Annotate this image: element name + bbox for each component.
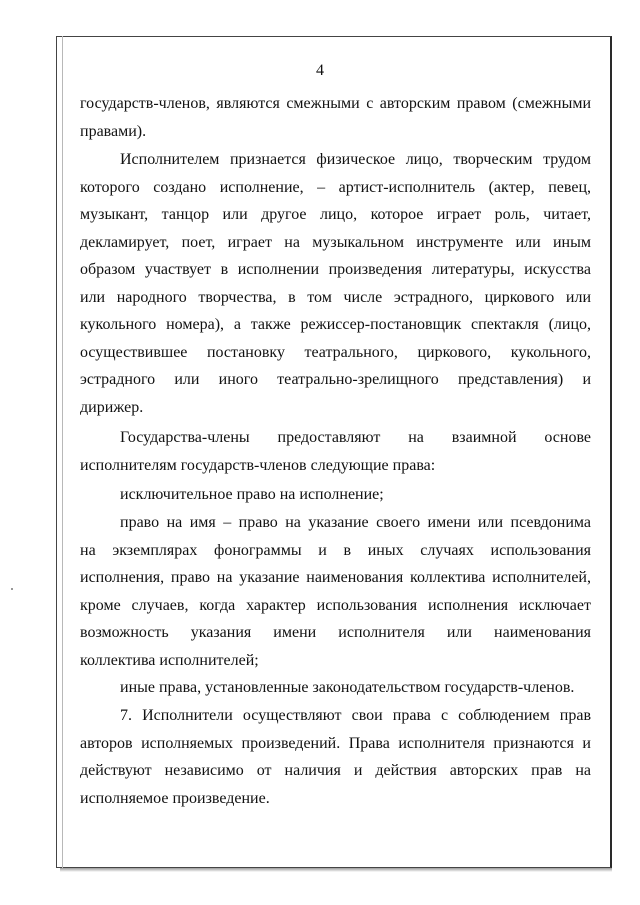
text-line: исключительное право на исполнение;: [120, 486, 384, 503]
text-line: действуют независимо от наличия и действия авторских прав на: [80, 762, 591, 779]
text-line: осуществившее постановку театрального, циркового, кукольного,: [80, 343, 591, 361]
text-line: иные права, установленные законодательством государств-членов.: [120, 679, 575, 696]
paragraph-3: [80, 424, 591, 479]
text-line: исполняемое произведение.: [80, 789, 270, 807]
paragraph-1: [80, 90, 591, 145]
text-line: которого создано исполнение, – артист-исполнитель (актер, певец,: [80, 178, 591, 196]
paragraph-2: [80, 146, 591, 421]
text-line: 7. Исполнители осуществляют свои права с соблюдением прав: [120, 707, 591, 724]
text-line: или народного творчества, в том числе эстрадного, циркового или: [80, 288, 591, 306]
text-line: кукольного номера), а также режиссер-постановщик спектакля (лицо,: [80, 316, 591, 333]
page-number: 4: [316, 62, 324, 79]
text-line: исполнителям государств-членов следующие права:: [80, 456, 436, 474]
page-border-shadow: [60, 868, 612, 872]
text-line: дирижер.: [80, 398, 144, 416]
scan-speck: [11, 588, 13, 590]
text-line: образом участвует в исполнении произведения литературы, искусства: [80, 261, 591, 278]
text-line: Государства-члены предоставляют на взаимной основе: [120, 429, 591, 446]
text-line: исполнения, право на указание наименования коллектива исполнителей,: [80, 569, 591, 586]
text-line: декламирует, поет, играет на музыкальном инструменте или иным: [80, 233, 591, 251]
text-line: коллектива исполнителей;: [80, 651, 259, 669]
text-line: эстрадного или иного театрально-зрелищного представления) и: [80, 371, 591, 388]
paragraph-4: [80, 481, 591, 509]
paragraph-6: [80, 674, 591, 702]
text-line: на экземплярах фонограммы и в иных случаях использования: [80, 541, 591, 559]
text-line: Исполнителем признается физическое лицо, творческим трудом: [120, 151, 591, 168]
paragraph-5: [80, 509, 591, 674]
paragraph-7: [80, 702, 591, 812]
text-line: кроме случаев, когда характер использования исполнения исключает: [80, 596, 591, 614]
text-line: авторов исполняемых произведений. Права исполнителя признаются и: [80, 734, 591, 752]
text-line: музыкант, танцор или другое лицо, которое играет роль, читает,: [80, 206, 591, 223]
text-line: правами).: [80, 122, 147, 140]
page-border-inner-line: [62, 36, 63, 868]
text-line: право на имя – право на указание своего имени или псевдонима: [120, 514, 591, 531]
text-line: возможность указания имени исполнителя или наименования: [80, 624, 591, 641]
text-line: государств-членов, являются смежными с авторским правом (смежными: [80, 95, 591, 112]
